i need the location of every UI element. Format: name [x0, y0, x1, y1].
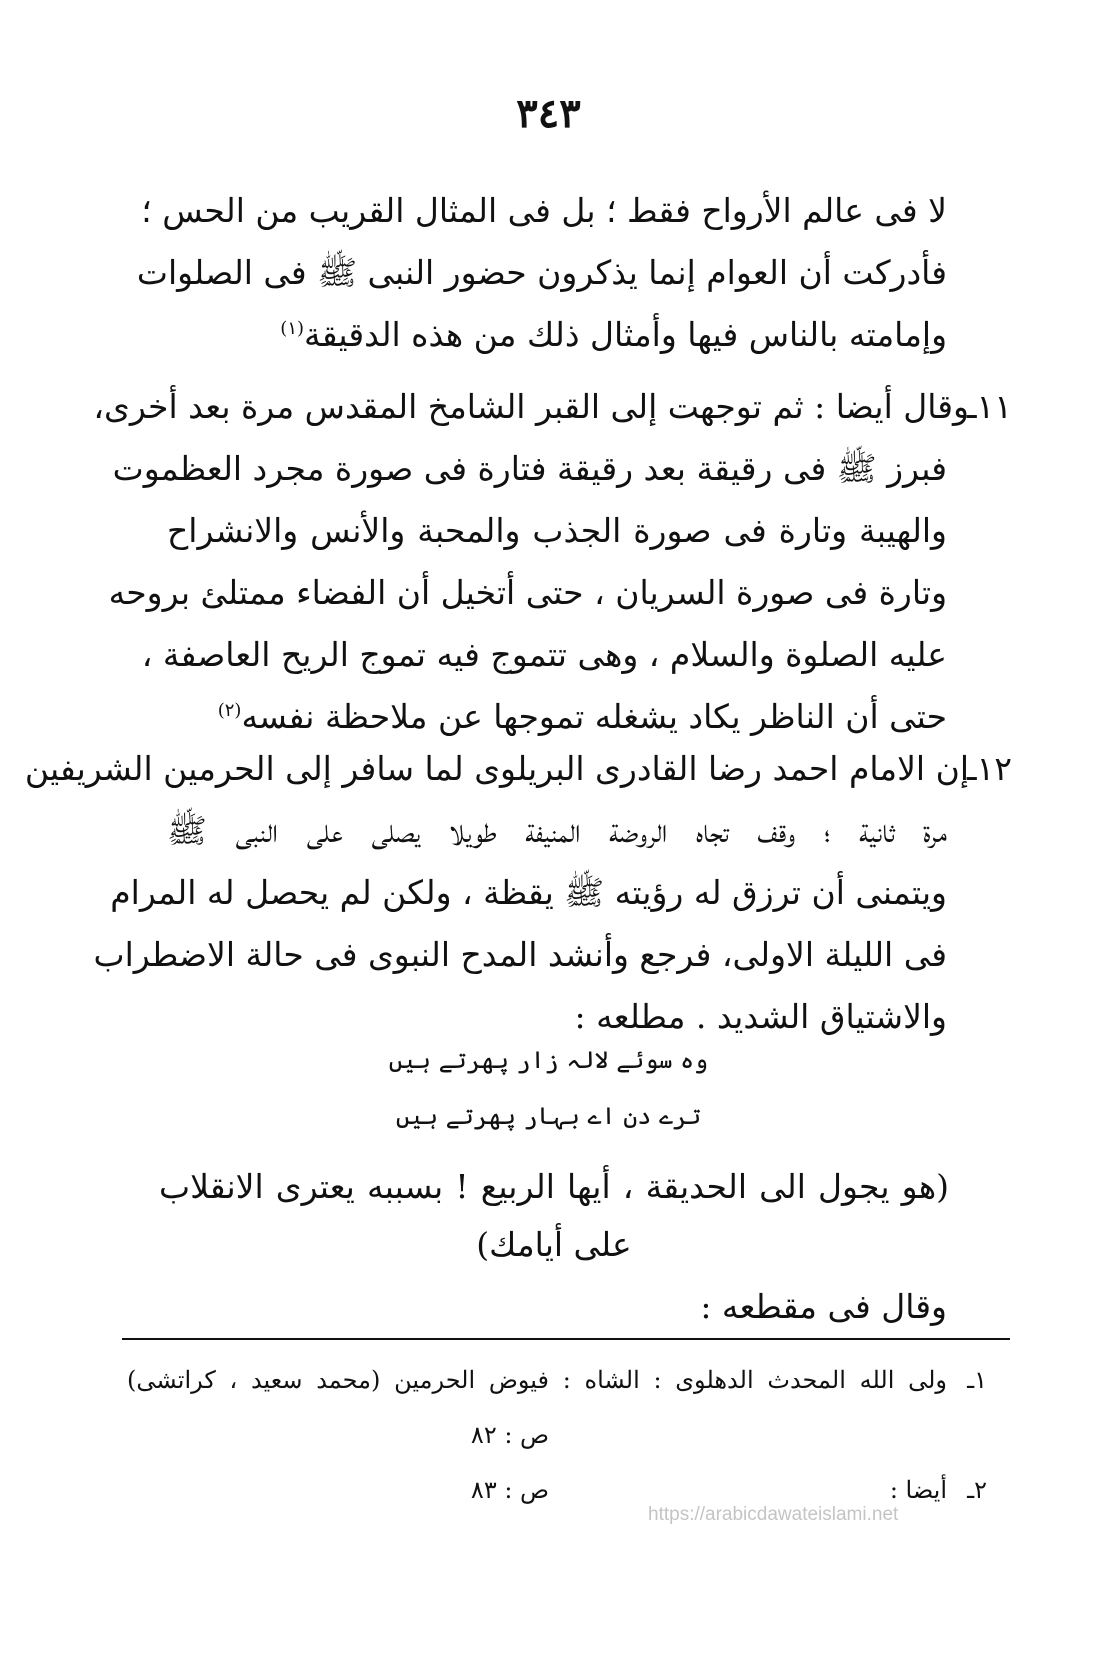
footnote-1-marker: ١ـ	[967, 1366, 987, 1394]
footnote-2-page: ص : ٨٣	[470, 1476, 550, 1504]
item-12-line: مرة ثانية ؛ وقف تجاه الروضة المنيفة طويلا يصلى على النبى ﷺ	[167, 811, 947, 850]
verse-line: ترے دن اے بہار پھرتے ہیں	[395, 1102, 702, 1130]
continuation-line-last	[167, 304, 947, 366]
continuation-line: فأدركت أن العوام إنما يذكرون حضور النبى ﷺ فى الصلوات	[136, 253, 947, 292]
item-11-line: والهيبة وتارة فى صورة الجذب والمحبة والأنس والانشراح	[167, 511, 947, 550]
continuation-line-text: وإمامته بالناس فيها وأمثال ذلك من هذه الدقيقة	[304, 315, 947, 354]
item-11-line: عليه الصلوة والسلام ، وهى تتموج فيه تموج الريح العاصفة ،	[141, 635, 947, 674]
verse-translation-line: (هو يجول الى الحديقة ، أيها الربيع ! بسببه يعترى الانقلاب	[159, 1167, 949, 1206]
item-11-line-text: حتى أن الناظر يكاد يشغله تموجها عن ملاحظة نفسه	[241, 697, 947, 736]
footnote-2-text: أيضا :	[889, 1476, 947, 1504]
footnote-divider	[122, 1338, 1010, 1340]
item-11-line: فبرز ﷺ فى رقيقة بعد رقيقة فتارة فى صورة مجرد العظموت	[112, 449, 947, 488]
footnote-1-text: ولى الله المحدث الدهلوى : الشاه : فيوض الحرمين (محمد سعيد ، كراتشى)	[127, 1366, 947, 1394]
footnote-ref-1: (١)	[280, 318, 305, 339]
item-11-line: وتارة فى صورة السريان ، حتى أتخيل أن الفضاء ممتلئ بروحه	[108, 573, 947, 612]
item-12-line: والاشتياق الشديد . مطلعه :	[574, 997, 947, 1036]
item-12-line: إن الامام احمد رضا القادرى البريلوى لما سافر إلى الحرمين الشريفين	[24, 749, 969, 788]
item-12-line: فى الليلة الاولى، فرجع وأنشد المدح النبوى فى حالة الاضطراب	[93, 935, 947, 974]
item-12-line: ويتمنى أن ترزق له رؤيته ﷺ يقظة ، ولكن لم يحصل له المرام	[110, 873, 947, 912]
item-12-number: ١٢ـ	[966, 749, 1012, 788]
footnote-2-marker: ٢ـ	[967, 1476, 987, 1504]
page-number: ٣٤٣	[516, 90, 581, 137]
watermark-url: https://arabicdawateislami.net	[648, 1504, 899, 1525]
verse-translation-line: على أيامك)	[476, 1225, 632, 1264]
footnote-1-page: ص : ٨٢	[470, 1421, 550, 1449]
footnote-ref-2: (٢)	[217, 700, 242, 721]
item-11-number: ١١ـ	[966, 387, 1012, 426]
item-11-line: وقال أيضا : ثم توجهت إلى القبر الشامخ المقدس مرة بعد أخرى،	[93, 387, 969, 426]
continuation-line: لا فى عالم الأرواح فقط ؛ بل فى المثال القريب من الحس ؛	[141, 191, 947, 230]
closing-line: وقال فى مقطعه :	[700, 1287, 947, 1326]
verse-line: وہ سوئے لالہ زار پھرتے ہیں	[388, 1046, 709, 1074]
